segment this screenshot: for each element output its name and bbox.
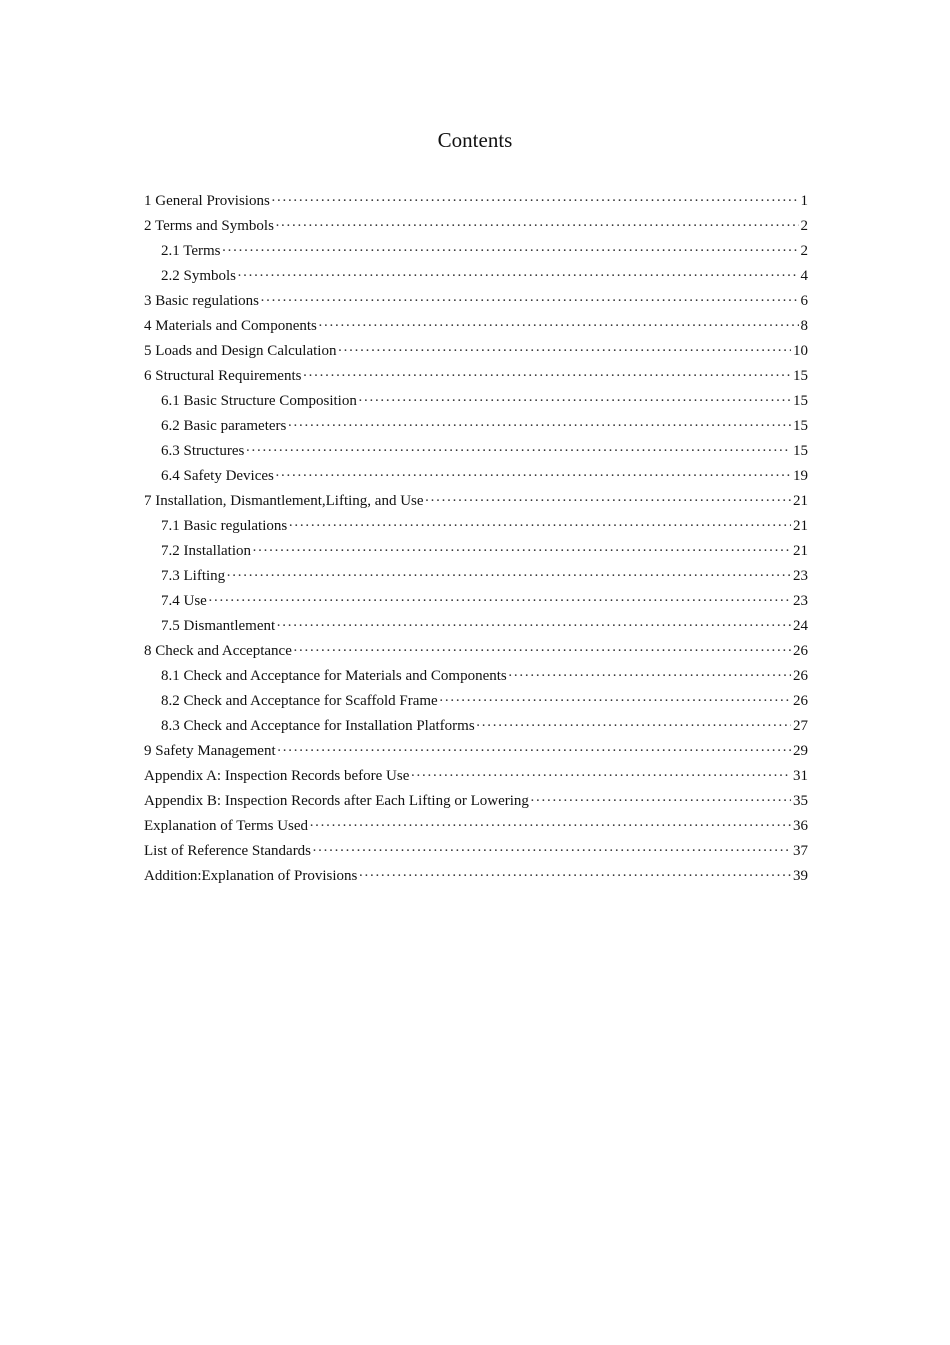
- toc-entry-label: 6 Structural Requirements: [144, 368, 302, 384]
- toc-entry[interactable]: [144, 814, 808, 839]
- toc-entry[interactable]: [144, 389, 808, 414]
- toc-dot-leader: [318, 314, 799, 339]
- toc-entry-page-number: 6: [800, 293, 808, 309]
- toc-entry[interactable]: [144, 664, 808, 689]
- toc-entry-label: 6.4 Safety Devices: [161, 468, 274, 484]
- toc-entry-page-number: 2: [800, 243, 808, 259]
- toc-entry-page-number: 8: [800, 318, 808, 334]
- toc-dot-leader: [208, 589, 791, 614]
- toc-entry[interactable]: [144, 789, 808, 814]
- toc-entry-label: Appendix A: Inspection Records before Use: [144, 768, 410, 784]
- toc-entry-page-number: 19: [793, 468, 808, 484]
- toc-entry-label: 7.2 Installation: [161, 543, 251, 559]
- toc-entry[interactable]: [144, 689, 808, 714]
- page-title: Contents: [437, 128, 513, 152]
- toc-entry-label: 8 Check and Acceptance: [144, 643, 292, 659]
- toc-entry[interactable]: [144, 264, 808, 289]
- toc-entry-page-number: 37: [793, 843, 808, 859]
- toc-entry-page-number: 23: [793, 568, 808, 584]
- toc-dot-leader: [358, 864, 791, 889]
- toc-entry[interactable]: [144, 839, 808, 864]
- toc-entry-label: 7 Installation, Dismantlement,Lifting, and Use: [144, 493, 424, 509]
- toc-dot-leader: [287, 414, 791, 439]
- toc-entry-label: 2.1 Terms: [161, 243, 221, 259]
- toc-entry[interactable]: [144, 589, 808, 614]
- toc-entry-page-number: 39: [793, 868, 808, 884]
- toc-entry-label: 8.2 Check and Acceptance for Scaffold Frame: [161, 693, 438, 709]
- toc-dot-leader: [276, 614, 791, 639]
- toc-entry[interactable]: [144, 214, 808, 239]
- toc-entry-label: 8.1 Check and Acceptance for Materials and Components: [161, 668, 507, 684]
- toc-entry-label: List of Reference Standards: [144, 843, 312, 859]
- toc-entry-label: 7.4 Use: [161, 593, 207, 609]
- toc-entry-page-number: 26: [793, 693, 808, 709]
- toc-entry-page-number: 21: [793, 493, 808, 509]
- toc-dot-leader: [302, 364, 791, 389]
- toc-entry-label: 7.1 Basic regulations: [161, 518, 288, 534]
- toc-entry-page-number: 15: [793, 418, 808, 434]
- toc-entry[interactable]: [144, 414, 808, 439]
- toc-entry-label: 7.3 Lifting: [161, 568, 226, 584]
- table-of-contents: [144, 189, 808, 889]
- toc-entry[interactable]: [144, 764, 808, 789]
- toc-entry-page-number: 4: [800, 268, 808, 284]
- toc-entry[interactable]: [144, 464, 808, 489]
- toc-dot-leader: [271, 189, 799, 214]
- toc-entry-label: 8.3 Check and Acceptance for Installation Platforms: [161, 718, 475, 734]
- toc-entry[interactable]: [144, 364, 808, 389]
- toc-entry[interactable]: [144, 714, 808, 739]
- toc-dot-leader: [252, 539, 791, 564]
- toc-entry-page-number: 26: [793, 643, 808, 659]
- toc-entry[interactable]: [144, 564, 808, 589]
- toc-entry-label: 9 Safety Management: [144, 743, 276, 759]
- toc-entry[interactable]: [144, 514, 808, 539]
- toc-entry-page-number: 26: [793, 668, 808, 684]
- toc-entry-label: Explanation of Terms Used: [144, 818, 309, 834]
- toc-entry-label: Appendix B: Inspection Records after Each Lifting or Lowering: [144, 793, 529, 809]
- toc-entry[interactable]: [144, 339, 808, 364]
- toc-dot-leader: [293, 639, 791, 664]
- toc-dot-leader: [275, 464, 791, 489]
- toc-dot-leader: [277, 739, 791, 764]
- toc-entry-page-number: 1: [800, 193, 808, 209]
- toc-entry-page-number: 27: [793, 718, 808, 734]
- toc-dot-leader: [476, 714, 791, 739]
- toc-entry-page-number: 10: [793, 343, 808, 359]
- toc-dot-leader: [275, 214, 799, 239]
- toc-entry[interactable]: [144, 614, 808, 639]
- toc-entry-page-number: 23: [793, 593, 808, 609]
- toc-dot-leader: [245, 439, 791, 464]
- toc-entry-page-number: 36: [793, 818, 808, 834]
- toc-entry[interactable]: [144, 739, 808, 764]
- toc-entry-label: 1 General Provisions: [144, 193, 270, 209]
- toc-entry-page-number: 15: [793, 368, 808, 384]
- toc-entry-label: 2 Terms and Symbols: [144, 218, 274, 234]
- toc-entry[interactable]: [144, 439, 808, 464]
- toc-dot-leader: [425, 489, 791, 514]
- toc-entry[interactable]: [144, 639, 808, 664]
- toc-entry[interactable]: [144, 239, 808, 264]
- toc-dot-leader: [337, 339, 791, 364]
- toc-entry-label: 6.3 Structures: [161, 443, 245, 459]
- toc-dot-leader: [508, 664, 791, 689]
- toc-entry-page-number: 21: [793, 543, 808, 559]
- toc-dot-leader: [260, 289, 799, 314]
- toc-dot-leader: [309, 814, 791, 839]
- toc-entry-page-number: 24: [793, 618, 808, 634]
- toc-entry[interactable]: [144, 489, 808, 514]
- toc-dot-leader: [530, 789, 791, 814]
- toc-entry-label: Addition:Explanation of Provisions: [144, 868, 358, 884]
- toc-dot-leader: [288, 514, 791, 539]
- toc-entry-label: 6.1 Basic Structure Composition: [161, 393, 357, 409]
- toc-entry[interactable]: [144, 289, 808, 314]
- toc-entry-page-number: 15: [793, 393, 808, 409]
- toc-dot-leader: [358, 389, 791, 414]
- toc-entry-label: 3 Basic regulations: [144, 293, 259, 309]
- toc-entry-label: 6.2 Basic parameters: [161, 418, 287, 434]
- toc-dot-leader: [410, 764, 791, 789]
- toc-entry-page-number: 29: [793, 743, 808, 759]
- toc-entry-page-number: 15: [793, 443, 808, 459]
- toc-entry-label: 5 Loads and Design Calculation: [144, 343, 337, 359]
- toc-entry-page-number: 31: [793, 768, 808, 784]
- toc-dot-leader: [439, 689, 791, 714]
- toc-entry-page-number: 35: [793, 793, 808, 809]
- toc-entry[interactable]: [144, 539, 808, 564]
- toc-dot-leader: [312, 839, 791, 864]
- toc-entry-page-number: 2: [800, 218, 808, 234]
- toc-entry-label: 4 Materials and Components: [144, 318, 317, 334]
- toc-entry-label: 2.2 Symbols: [161, 268, 237, 284]
- toc-entry[interactable]: [144, 189, 808, 214]
- toc-dot-leader: [237, 264, 798, 289]
- toc-dot-leader: [222, 239, 799, 264]
- toc-entry[interactable]: [144, 314, 808, 339]
- toc-entry-page-number: 21: [793, 518, 808, 534]
- toc-entry-label: 7.5 Dismantlement: [161, 618, 276, 634]
- toc-entry[interactable]: [144, 864, 808, 889]
- toc-dot-leader: [226, 564, 791, 589]
